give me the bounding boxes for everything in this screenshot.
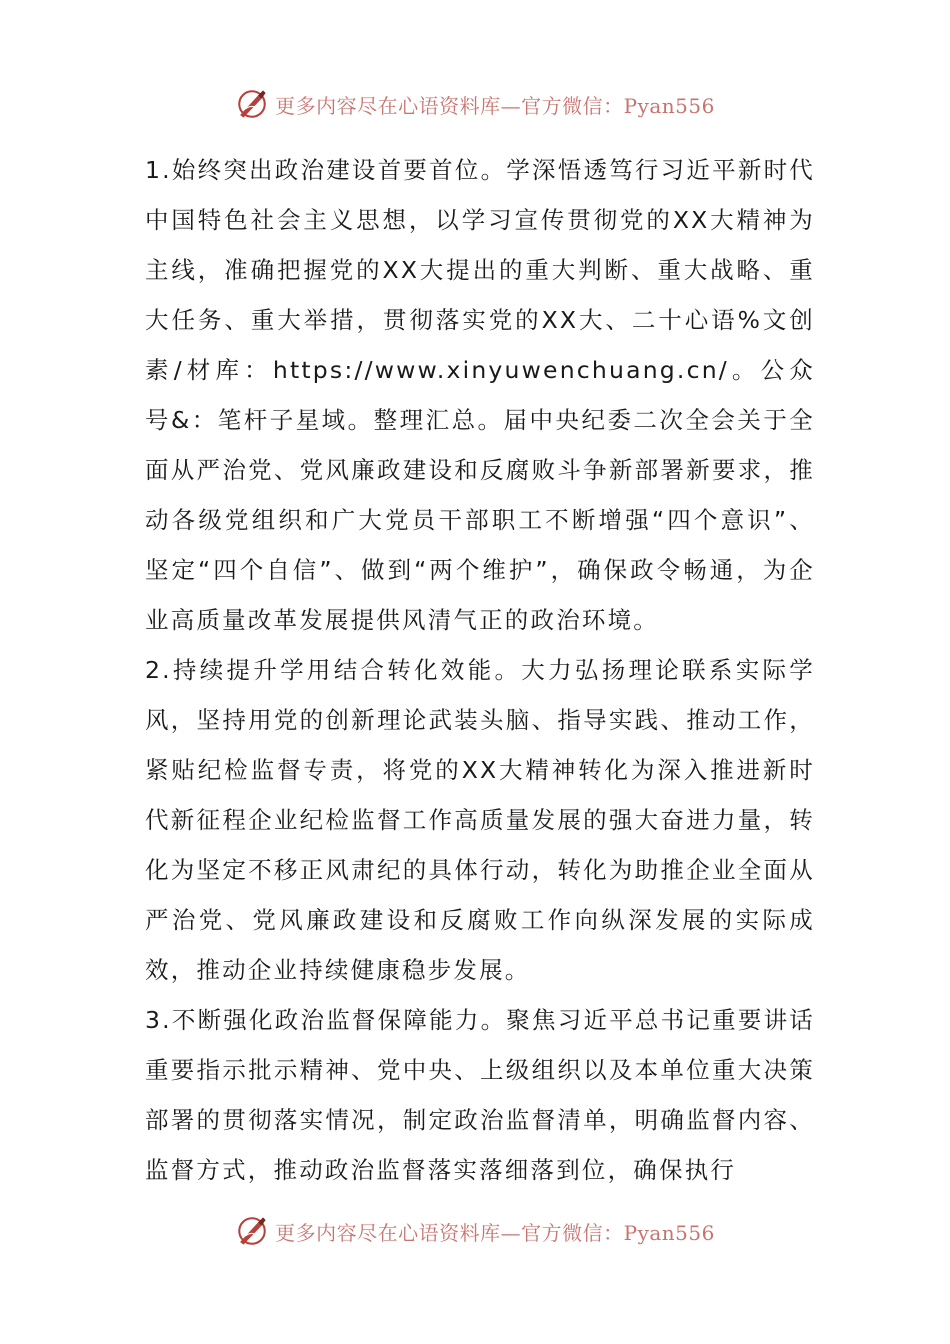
pen-seal-logo-icon: [235, 1214, 269, 1248]
header-banner-inner: [235, 87, 715, 121]
pen-seal-logo-icon: [235, 87, 269, 121]
footer-banner-text: 更多内容尽在心语资料库—官方微信：Pyan556: [275, 1220, 715, 1245]
footer-banner: [0, 1211, 950, 1251]
header-banner: [0, 84, 950, 124]
paragraph-1: 1.始终突出政治建设首要首位。学深悟透笃行习近平新时代中国特色社会主义思想，以学习宣传贯彻党的XX大精神为主线，准确把握党的XX大提出的重大判断、重大战略、重大任务、重大举措，贯彻落实党的XX大、二十心语%文创素/材库：https://www.xinyuwenchuang.cn/。公众号&：笔杆子星域。整理汇总。届中央纪委二次全会关于全面从严治党、党风廉政建设和反腐败斗争新部署新要求，推动各级党组织和广大党员干部职工不断增强“四个意识”、坚定“四个自信”、做到“两个维护”，确保政令畅通，为企业高质量改革发展提供风清气正的政治环境。: [145, 156, 815, 634]
paragraph-2: 2.持续提升学用结合转化效能。大力弘扬理论联系实际学风，坚持用党的创新理论武装头脑、指导实践、推动工作，紧贴纪检监督专责，将党的XX大精神转化为深入推进新时代新征程企业纪检监督工作高质量发展的强大奋进力量，转化为坚定不移正风肃纪的具体行动，转化为助推企业全面从严治党、党风廉政建设和反腐败工作向纵深发展的实际成效，推动企业持续健康稳步发展。: [145, 656, 815, 984]
paragraph-3: 3.不断强化政治监督保障能力。聚焦习近平总书记重要讲话重要指示批示精神、党中央、上级组织以及本单位重大决策部署的贯彻落实情况，制定政治监督清单，明确监督内容、监督方式，推动政治监督落实落细落到位，确保执行: [145, 1006, 815, 1184]
header-banner-text: 更多内容尽在心语资料库—官方微信：Pyan556: [275, 93, 715, 118]
footer-banner-inner: [235, 1214, 715, 1248]
document-body: [145, 145, 815, 1195]
